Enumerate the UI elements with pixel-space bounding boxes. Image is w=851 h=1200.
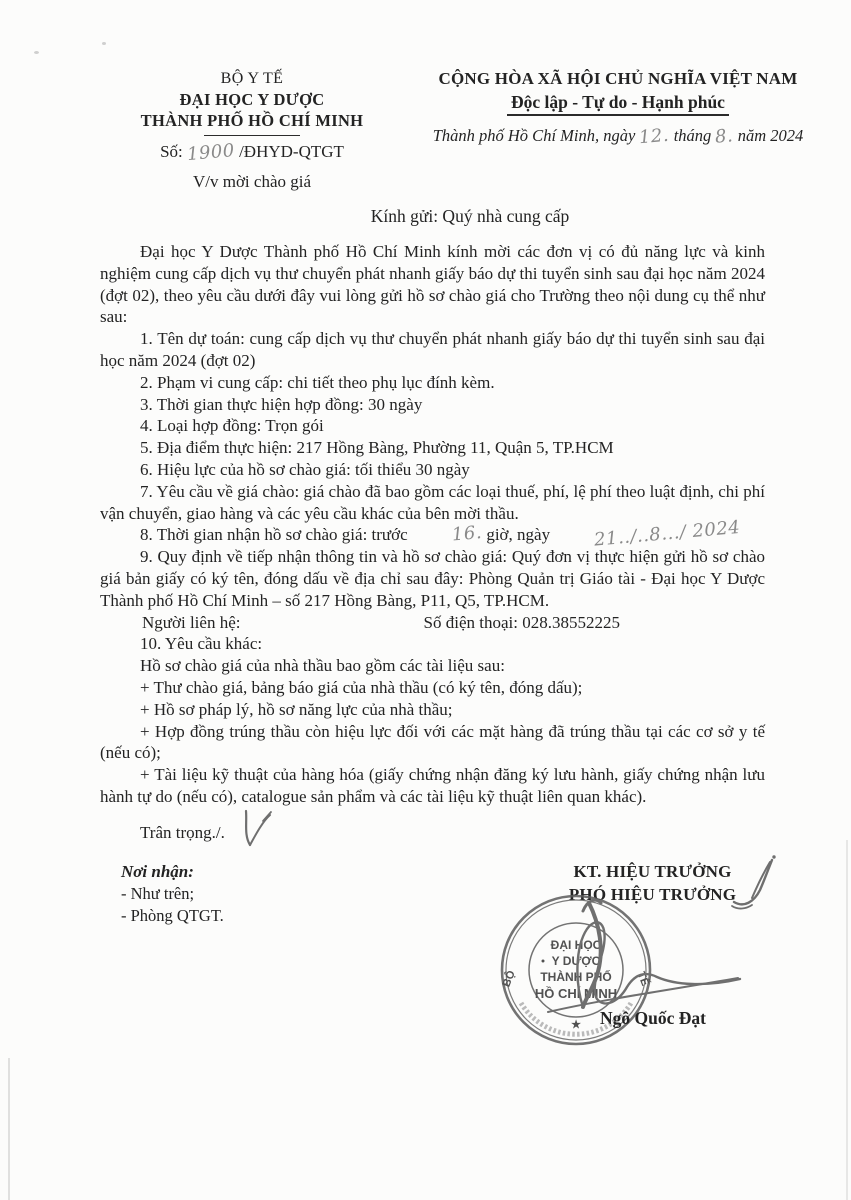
item8-handwritten-time: 16. [450, 522, 483, 546]
national-header [428, 68, 808, 147]
list-item-2: 2. Phạm vi cung cấp: chi tiết theo phụ lục đính kèm. [140, 372, 495, 392]
dateline-mid: tháng [673, 126, 712, 145]
handwritten-paraph-icon [239, 808, 273, 852]
docs-intro: Hồ sơ chào giá của nhà thầu bao gồm các tài liệu sau: [140, 656, 505, 676]
scan-edge-artifact [846, 840, 848, 1200]
doc-item-4: + Tài liệu kỹ thuật của hàng hóa (giấy chứng nhận đăng ký lưu hành, giấy chứng nhận lưu hành tự do (nếu có), catalogue sản phẩm và các tài liệu kỹ thuật liên quan khác). [100, 765, 765, 806]
signer-name: Ngô Quốc Đạt [600, 1008, 706, 1028]
item8-prefix: 8. Thời gian nhận hồ sơ chào giá: trước [140, 525, 408, 545]
stamp-text-te: TẾ [634, 970, 651, 988]
recipients-label: Nơi nhận: [121, 862, 194, 881]
scan-speck [34, 51, 39, 54]
document-body [100, 241, 765, 852]
item8-handwritten-date: 21../..8.../ 2024 [593, 517, 742, 551]
document-number-suffix: /ĐHYD-QTGT [239, 142, 344, 161]
list-item-3: 3. Thời gian thực hiện hợp đồng: 30 ngày [140, 394, 423, 414]
document-number-handwritten: 1900 [186, 139, 236, 166]
list-item-8 [100, 517, 765, 551]
list-item-4: 4. Loại hợp đồng: Trọn gói [140, 416, 324, 436]
date-month-handwritten: 8. [714, 125, 735, 148]
recipient-item: - Như trên; [121, 884, 195, 903]
doc-item-2: + Hồ sơ pháp lý, hồ sơ năng lực của nhà thầu; [140, 699, 453, 719]
list-item-10: 10. Yêu cầu khác: [140, 634, 263, 654]
stamp-text-line4: HỒ CHÍ MINH [534, 986, 618, 1001]
place-date-line [428, 125, 808, 147]
phone-label: Số điện thoại: 028.38552225 [423, 612, 620, 632]
item8-mid: giờ, ngày [486, 525, 551, 545]
recipients-block [121, 861, 224, 927]
org-name-line2: THÀNH PHỐ HỒ CHÍ MINH [140, 111, 364, 130]
stamp-star-icon: ★ [571, 1019, 581, 1031]
signer-title-vice: PHÓ HIỆU TRƯỞNG [568, 885, 737, 904]
doc-item-3: + Hợp đồng trúng thầu còn hiệu lực đối với các mặt hàng đã trúng thầu tại các cơ sở y tế (nếu có); [100, 721, 765, 763]
signer-title-acting: KT. HIỆU TRƯỞNG [573, 862, 732, 881]
stamp-text-line2: Y DƯỢC [551, 954, 601, 968]
dateline-suffix: năm 2024 [737, 126, 804, 145]
list-item-1: 1. Tên dự toán: cung cấp dịch vụ thư chuyển phát nhanh giấy báo dự thi tuyển sinh sau đại học năm 2024 (đợt 02) [100, 329, 765, 370]
list-item-5: 5. Địa điểm thực hiện: 217 Hồng Bàng, Phường 11, Quận 5, TP.HCM [140, 438, 614, 458]
recipient-item: - Phòng QTGT. [121, 906, 224, 925]
stamp-text-line1: ĐẠI HỌC [550, 938, 602, 952]
dateline-prefix: Thành phố Hồ Chí Minh, ngày [432, 126, 636, 145]
closing-text: Trân trọng./. [140, 822, 225, 842]
national-motto-line2: Độc lập - Tự do - Hạnh phúc [507, 91, 729, 116]
contact-label: Người liên hệ: [142, 612, 241, 632]
document-subject: V/v mời chào giá [192, 172, 312, 191]
list-item-6: 6. Hiệu lực của hồ sơ chào giá: tối thiểu 30 ngày [140, 459, 470, 479]
document-number-label: Số: [160, 142, 183, 161]
org-name-line1: ĐẠI HỌC Y DƯỢC [179, 90, 325, 109]
scan-edge-artifact [8, 1058, 10, 1200]
date-day-handwritten: 12. [638, 124, 671, 149]
document-number-line [103, 139, 401, 166]
stamp-text-line3: THÀNH PHỐ [540, 970, 612, 984]
contact-line [100, 612, 765, 634]
closing-line [100, 808, 765, 852]
list-item-9: 9. Quy định về tiếp nhận thông tin và hồ sơ chào giá: Quý đơn vị thực hiện gửi hồ sơ chào giá bản giấy có ký tên, đóng dấu về địa chỉ sau đây: Phòng Quản trị Giáo tài - Đại học Y Dược Thành phố Hồ Chí Minh – số 217 Hồng Bàng, P11, Q5, TP.HCM. [100, 547, 765, 610]
intro-paragraph: Đại học Y Dược Thành phố Hồ Chí Minh kính mời các đơn vị có đủ năng lực và kinh nghiệm cung cấp dịch vụ thư chuyển phát nhanh giấy báo dự thi tuyển sinh sau đại học năm 2024 (đợt 02), theo yêu cầu dưới đây vui lòng gửi hồ sơ chào giá cho Trường theo nội dung cụ thể như sau: [100, 242, 765, 327]
issuer-header [103, 68, 401, 192]
doc-item-1: + Thư chào giá, bảng báo giá của nhà thầu (có ký tên, đóng dấu); [140, 677, 583, 697]
parent-org-name: BỘ Y TẾ [220, 70, 284, 87]
org-name-underline [204, 135, 300, 136]
national-motto-line1: CỘNG HÒA XÃ HỘI CHỦ NGHĨA VIỆT NAM [438, 69, 798, 88]
salutation: Kính gửi: Quý nhà cung cấp [370, 206, 570, 226]
stamp-text-bo: BỘ [500, 968, 518, 989]
list-item-7: 7. Yêu cầu về giá chào: giá chào đã bao gồm các loại thuế, phí, lệ phí theo luật định, chi phí vận chuyển, giao hàng và các yêu cầu khác của bên mời thầu. [100, 481, 765, 523]
scan-speck [102, 42, 106, 45]
